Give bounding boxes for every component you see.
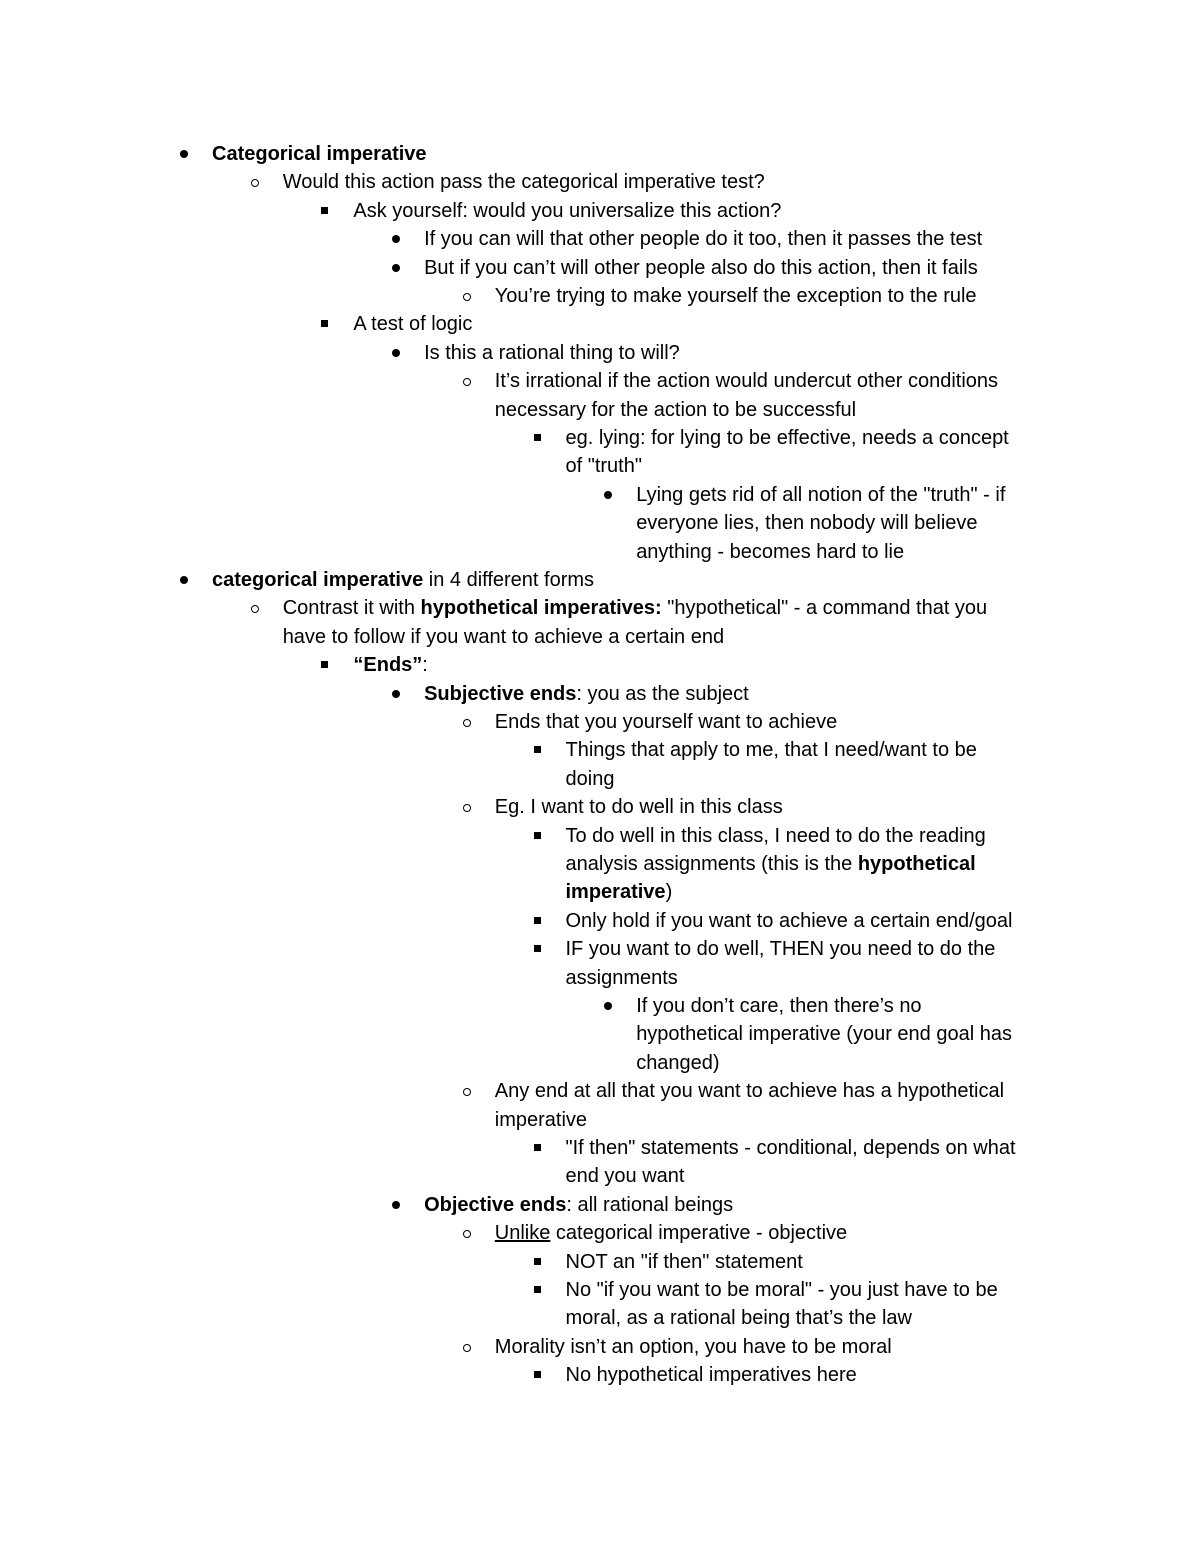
disc-bullet-icon [390, 347, 402, 359]
circle-bullet-icon [249, 602, 261, 614]
text-run: You’re trying to make yourself the exception to the rule [494, 285, 977, 307]
disc-bullet-icon [602, 1000, 614, 1012]
bold-text: Categorical imperative [212, 143, 427, 165]
list-item [353, 197, 781, 225]
text-run: analysis assignments (this is the [565, 853, 858, 875]
text-run: To do well in this class, I need to do the reading [565, 824, 986, 847]
text-run: Contrast it with [282, 597, 421, 620]
list-item [566, 1361, 857, 1389]
list-item [566, 822, 986, 850]
text-run: Would this action pass the categorical imperative test? [282, 171, 765, 194]
disc-bullet-icon [390, 233, 402, 245]
list-item-continuation [636, 509, 977, 537]
text-run: : you as the subject [576, 682, 749, 705]
text-run: everyone lies, then nobody will believe [636, 512, 978, 535]
text-run: Only hold if you want to achieve a certain end/goal [565, 909, 1013, 932]
list-item [566, 1276, 998, 1304]
text-run: eg. lying: for lying to be effective, needs a concept [565, 427, 1009, 449]
square-bullet-icon [319, 205, 331, 217]
list-item-continuation [495, 396, 856, 424]
list-item [283, 168, 765, 196]
text-run: imperative [494, 1108, 588, 1131]
list-item [424, 225, 982, 253]
list-item [495, 282, 977, 310]
list-item [353, 651, 427, 679]
text-run: Eg. I want to do well in this class [494, 796, 783, 819]
square-bullet-icon [532, 1284, 544, 1296]
text-run: Lying gets rid of all notion of the "truth" - if [636, 483, 1006, 506]
disc-bullet-icon [178, 574, 190, 586]
list-item [424, 680, 749, 708]
text-run: anything - becomes hard to lie [636, 540, 905, 563]
bold-text: hypothetical [857, 853, 976, 875]
text-run: Any end at all that you want to achieve has a hypothetical [494, 1080, 1005, 1103]
text-run: assignments [565, 966, 678, 989]
list-item [566, 935, 996, 963]
disc-bullet-icon [602, 489, 614, 501]
circle-bullet-icon [461, 801, 473, 813]
list-item [495, 367, 998, 395]
list-item [424, 339, 680, 367]
list-item-continuation [566, 765, 615, 793]
square-bullet-icon [532, 915, 544, 927]
disc-bullet-icon [178, 148, 190, 160]
text-run: changed) [636, 1051, 720, 1074]
square-bullet-icon [319, 318, 331, 330]
list-item-continuation [566, 452, 642, 480]
text-run: Things that apply to me, that I need/want to be [565, 739, 977, 762]
text-run: No hypothetical imperatives here [565, 1364, 857, 1387]
list-item [495, 1333, 892, 1361]
circle-bullet-icon [461, 1341, 473, 1353]
text-run: in 4 different forms [423, 569, 595, 591]
bold-text: categorical imperative [212, 569, 424, 591]
circle-bullet-icon [461, 375, 473, 387]
list-item [566, 1248, 803, 1276]
list-item [495, 708, 837, 736]
text-run: IF you want to do well, THEN you need to do the [565, 938, 996, 961]
text-run: necessary for the action to be successful [494, 398, 857, 421]
text-run: It’s irrational if the action would undercut other conditions [494, 370, 999, 393]
list-item [212, 566, 594, 594]
list-item-continuation [566, 1162, 685, 1190]
circle-bullet-icon [461, 290, 473, 302]
circle-bullet-icon [461, 1227, 473, 1239]
list-item [566, 424, 1009, 452]
text-run: : [422, 654, 428, 677]
text-run: : all rational beings [566, 1193, 734, 1216]
square-bullet-icon [319, 659, 331, 671]
circle-bullet-icon [461, 716, 473, 728]
text-run: If you don’t care, then there’s no [636, 995, 922, 1017]
bold-text: hypothetical imperatives: [420, 597, 662, 620]
list-item [283, 594, 988, 622]
circle-bullet-icon [461, 1085, 473, 1097]
square-bullet-icon [532, 1256, 544, 1268]
text-run: Is this a rational thing to will? [424, 341, 680, 364]
square-bullet-icon [532, 432, 544, 444]
list-item-continuation [566, 964, 678, 992]
list-item [353, 310, 472, 338]
text-run: end you want [565, 1165, 685, 1188]
list-item-continuation [566, 878, 673, 906]
list-item-continuation [636, 1049, 719, 1077]
text-run: A test of logic [353, 313, 473, 336]
square-bullet-icon [532, 943, 544, 955]
disc-bullet-icon [390, 688, 402, 700]
bold-text: “Ends” [353, 654, 423, 677]
list-item [424, 1191, 733, 1219]
text-run: Ask yourself: would you universalize this action? [353, 199, 782, 222]
square-bullet-icon [532, 1369, 544, 1381]
list-item-continuation [283, 623, 724, 651]
text-run: categorical imperative - objective [550, 1222, 848, 1245]
list-item-continuation [495, 1106, 587, 1134]
text-run: doing [565, 767, 615, 790]
bold-text: Objective ends [424, 1193, 567, 1216]
disc-bullet-icon [390, 1199, 402, 1211]
square-bullet-icon [532, 1142, 544, 1154]
list-item [566, 736, 977, 764]
list-item [212, 140, 427, 168]
text-run: But if you can’t will other people also do this action, then it fails [424, 256, 978, 279]
bold-text: imperative [565, 881, 666, 904]
circle-bullet-icon [249, 176, 261, 188]
square-bullet-icon [532, 830, 544, 842]
disc-bullet-icon [390, 262, 402, 274]
text-run: No "if you want to be moral" - you just have to be [565, 1279, 998, 1301]
text-run: "hypothetical" - a command that you [661, 597, 988, 620]
list-item [566, 1134, 1016, 1162]
list-item-continuation [566, 850, 976, 878]
text-run: moral, as a rational being that’s the law [565, 1307, 912, 1330]
text-run: hypothetical imperative (your end goal has [636, 1023, 1012, 1046]
text-run: Morality isn’t an option, you have to be moral [494, 1335, 892, 1358]
underlined-text: Unlike [494, 1222, 551, 1245]
list-item [424, 254, 978, 282]
text-run: NOT an "if then" statement [565, 1250, 803, 1273]
list-item [636, 992, 921, 1020]
bold-text: Subjective ends [424, 682, 577, 705]
list-item [495, 793, 783, 821]
list-item-continuation [566, 1304, 913, 1332]
list-item [636, 481, 1005, 509]
text-run: Ends that you yourself want to achieve [494, 711, 838, 733]
list-item [495, 1219, 847, 1247]
list-item-continuation [636, 1020, 1012, 1048]
text-run: If you can will that other people do it too, then it passes the test [424, 228, 983, 251]
list-item [495, 1077, 1004, 1105]
list-item-continuation [636, 538, 904, 566]
text-run: have to follow if you want to achieve a certain end [282, 625, 725, 648]
square-bullet-icon [532, 744, 544, 756]
list-item [566, 907, 1013, 935]
text-run: of "truth" [565, 455, 642, 478]
text-run: ) [665, 881, 673, 904]
text-run: "If then" statements - conditional, depends on what [565, 1137, 1016, 1159]
